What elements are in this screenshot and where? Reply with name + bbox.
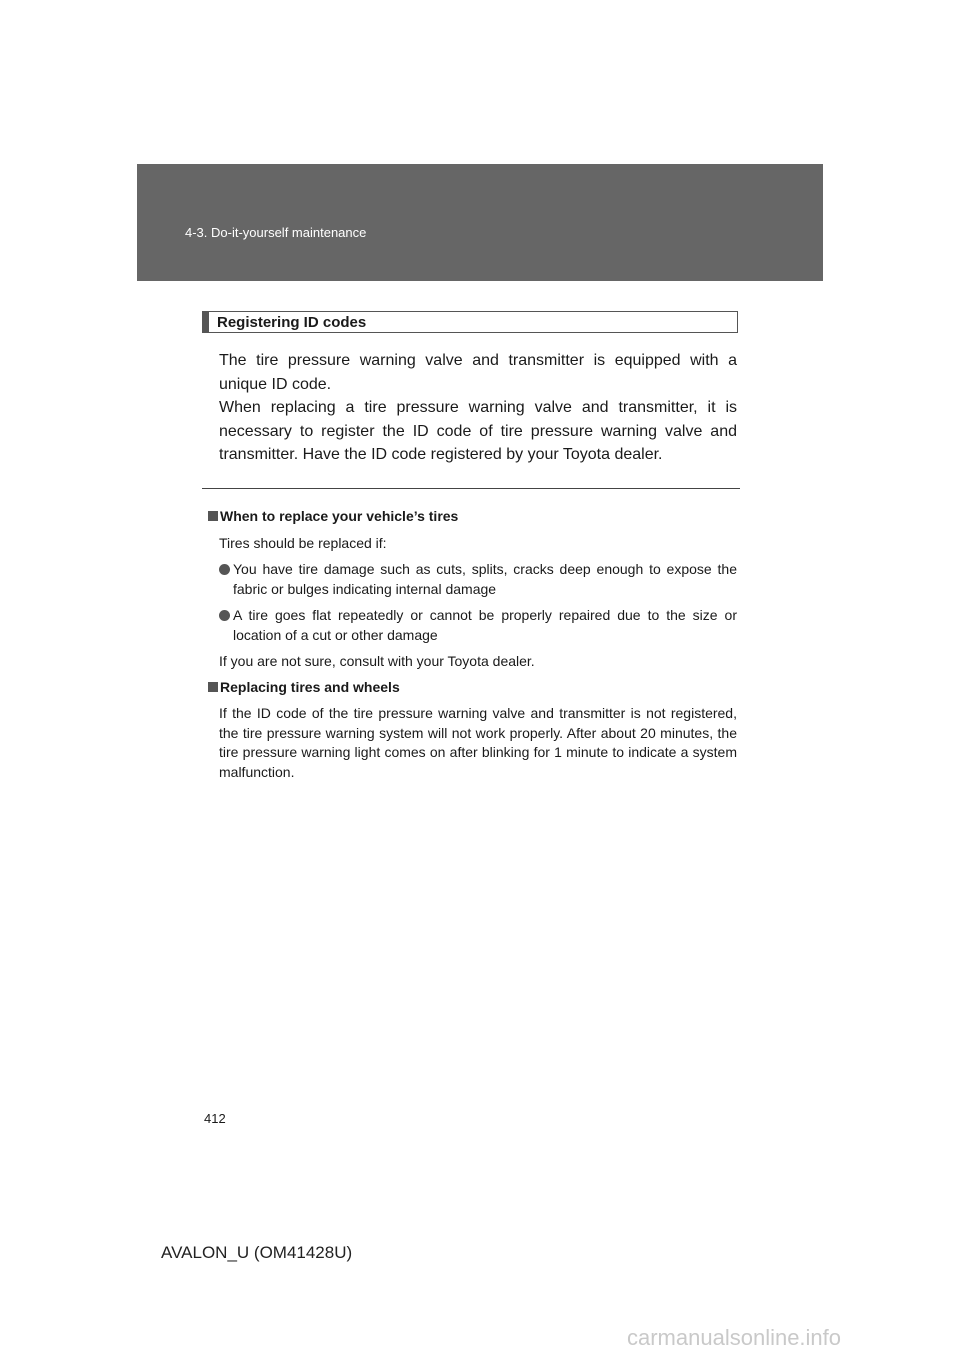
chapter-section-title: 4-3. Do-it-yourself maintenance: [185, 225, 367, 240]
note-heading-replace-tires: [208, 507, 737, 527]
notes-block: [208, 507, 737, 782]
section-body: [219, 349, 737, 467]
note-heading-replacing-wheels: [208, 678, 737, 698]
document-code: AVALON_U (OM41428U): [161, 1243, 353, 1262]
chapter-header-band: [137, 164, 823, 281]
section-heading-bar: [203, 312, 209, 332]
page-number: 412: [204, 1111, 226, 1126]
body-paragraph: The tire pressure warning valve and transmitter is equipped with a unique ID code.: [219, 352, 737, 393]
note-bullet: [208, 606, 737, 645]
circle-bullet-icon: [219, 564, 230, 575]
note-bullet-text: You have tire damage such as cuts, splits, cracks deep enough to expose the fabric or bulges indicating internal damage: [233, 561, 737, 597]
note-intro: Tires should be replaced if:: [219, 534, 387, 551]
note-outro: If you are not sure, consult with your Toyota dealer.: [219, 653, 535, 669]
section-heading-box: [202, 311, 738, 333]
section-divider: [202, 488, 740, 489]
circle-bullet-icon: [219, 610, 230, 621]
note-body-text: If the ID code of the tire pressure warning valve and transmitter is not registered, the tire pressure warning system will not work properly. After about 20 minutes, the tire pressure warning light comes on after blinking for 1 minute to indicate a system malfunction.: [219, 705, 737, 780]
section-heading-title: Registering ID codes: [217, 314, 367, 331]
square-bullet-icon: [208, 511, 218, 521]
watermark: carmanualsonline.info: [627, 1325, 842, 1350]
note-bullet-text: A tire goes flat repeatedly or cannot be properly repaired due to the size or location of a cut or other damage: [233, 607, 737, 643]
body-paragraph: When replacing a tire pressure warning valve and transmitter, it is necessary to register the ID code of tire pressure warning valve and transmitter. Have the ID code registered by your Toyota dealer.: [219, 399, 737, 463]
square-bullet-icon: [208, 682, 218, 692]
note-heading-text: Replacing tires and wheels: [220, 678, 400, 695]
note-bullet: [208, 560, 737, 599]
note-heading-text: When to replace your vehicle’s tires: [220, 508, 459, 524]
